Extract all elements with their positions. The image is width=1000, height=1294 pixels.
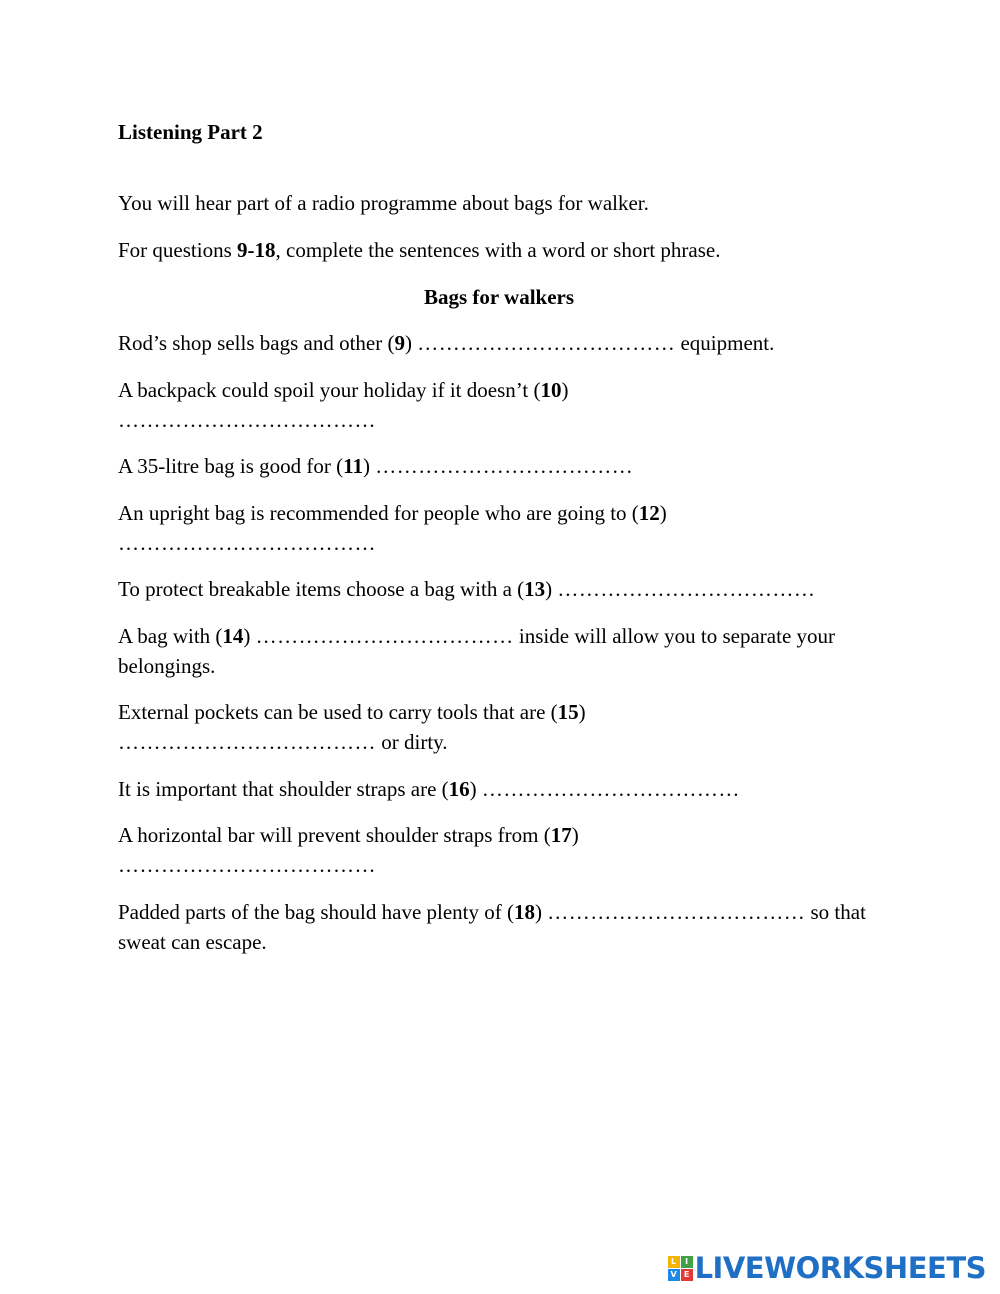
question-text: A 35-litre bag is good for ( bbox=[118, 454, 344, 478]
question-tail: or dirty. bbox=[376, 730, 448, 754]
question-text: A backpack could spoil your holiday if it doesn’t ( bbox=[118, 377, 541, 402]
question-list bbox=[118, 328, 888, 973]
question-tail: equipment. bbox=[675, 331, 775, 355]
logo-letter: L bbox=[668, 1256, 680, 1268]
intro-line-2-after: , complete the sentences with a word or short phrase. bbox=[275, 238, 721, 262]
liveworksheets-logo bbox=[668, 1252, 986, 1284]
question-number: 18 bbox=[514, 899, 535, 924]
answer-blank[interactable]: ……………………………… bbox=[417, 331, 676, 355]
question-text: Rod’s shop sells bags and other ( bbox=[118, 331, 395, 355]
question-number: 15 bbox=[557, 700, 579, 724]
question-number: 17 bbox=[550, 823, 572, 847]
question-paren: ) bbox=[578, 700, 586, 724]
question-item bbox=[118, 574, 888, 604]
question-number: 13 bbox=[524, 577, 546, 601]
question-text: It is important that shoulder straps are ( bbox=[118, 776, 449, 801]
question-paren: ) bbox=[561, 377, 569, 402]
answer-blank[interactable]: ……………………………… bbox=[547, 899, 806, 924]
section-heading: Listening Part 2 bbox=[118, 120, 263, 144]
question-text: To protect breakable items choose a bag with a ( bbox=[118, 577, 525, 601]
question-paren: ) bbox=[545, 577, 558, 601]
logo-letter: V bbox=[668, 1269, 680, 1281]
question-tail: inside will allow you to separate your belongings. bbox=[118, 623, 836, 678]
question-item bbox=[118, 621, 888, 681]
answer-blank[interactable]: ……………………………… bbox=[481, 776, 740, 801]
question-number: 11 bbox=[343, 454, 363, 478]
question-number: 14 bbox=[222, 623, 244, 648]
question-paren: ) bbox=[404, 331, 418, 355]
logo-letter: I bbox=[681, 1256, 693, 1268]
question-item bbox=[118, 820, 888, 880]
question-item bbox=[118, 328, 888, 358]
answer-blank[interactable]: ……………………………… bbox=[557, 577, 816, 601]
question-number: 9 bbox=[394, 331, 405, 355]
answer-blank[interactable]: ……………………………… bbox=[118, 730, 376, 754]
logo-mark-icon bbox=[668, 1256, 693, 1281]
brand-name: LIVEWORKSHEETS bbox=[694, 1251, 986, 1285]
question-paren: ) bbox=[469, 776, 482, 801]
question-item bbox=[118, 451, 888, 481]
question-text: An upright bag is recommended for people who are going to ( bbox=[118, 500, 639, 525]
answer-blank[interactable]: ……………………………… bbox=[375, 454, 634, 478]
question-number: 10 bbox=[540, 377, 562, 402]
question-item bbox=[118, 498, 888, 558]
question-tail: so that sweat can escape. bbox=[118, 899, 866, 954]
question-item bbox=[118, 375, 888, 435]
logo-letter: E bbox=[681, 1269, 693, 1281]
question-item bbox=[118, 697, 888, 757]
intro-line-1: You will hear part of a radio programme about bags for walker. bbox=[118, 191, 649, 215]
answer-blank[interactable]: ……………………………… bbox=[118, 530, 376, 555]
question-number: 12 bbox=[638, 500, 660, 525]
question-paren: ) bbox=[535, 899, 548, 924]
question-text: Padded parts of the bag should have plenty of ( bbox=[118, 899, 514, 924]
question-item bbox=[118, 774, 888, 804]
answer-blank[interactable]: ……………………………… bbox=[118, 407, 376, 432]
question-text: A horizontal bar will prevent shoulder straps from ( bbox=[118, 823, 551, 847]
question-text: External pockets can be used to carry tools that are ( bbox=[118, 700, 558, 724]
question-number: 16 bbox=[448, 776, 470, 801]
question-range: 9-18 bbox=[237, 238, 276, 262]
question-item bbox=[118, 897, 888, 957]
answer-blank[interactable]: ……………………………… bbox=[118, 853, 376, 877]
question-paren: ) bbox=[243, 623, 256, 648]
question-paren: ) bbox=[362, 454, 376, 478]
intro-line-2 bbox=[118, 235, 720, 265]
intro-line-2-before: For questions bbox=[118, 238, 238, 262]
question-paren: ) bbox=[571, 823, 579, 847]
worksheet-subtitle: Bags for walkers bbox=[423, 285, 575, 309]
question-paren: ) bbox=[659, 500, 667, 525]
question-text: A bag with ( bbox=[118, 623, 223, 648]
answer-blank[interactable]: ……………………………… bbox=[255, 623, 514, 648]
